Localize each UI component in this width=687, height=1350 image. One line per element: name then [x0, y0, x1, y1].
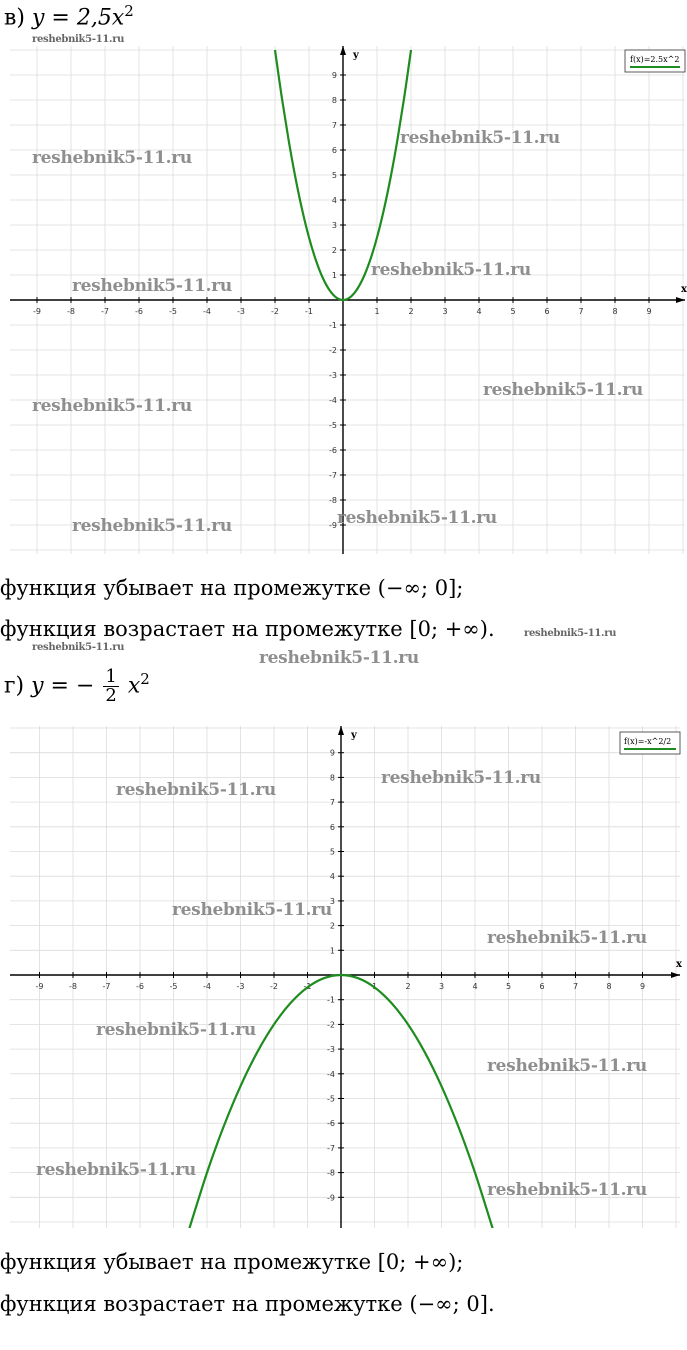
- y-tick-label: 5: [329, 847, 335, 857]
- x-tick-label: -7: [102, 982, 111, 991]
- graph-parabola-up: [0, 42, 687, 557]
- y-tick-label: -4: [329, 396, 337, 405]
- x-tick-label: -3: [236, 982, 245, 991]
- text-g-increasing: функция возрастает на промежутке (−∞; 0].: [0, 1292, 495, 1316]
- x-tick-label: 6: [539, 982, 545, 991]
- x-tick-label: -9: [35, 982, 44, 991]
- x-tick-label: -4: [203, 307, 211, 316]
- watermark: reshebnik5-11.ru: [337, 508, 497, 528]
- axes: [10, 726, 683, 1228]
- x-tick-label: 9: [639, 982, 646, 991]
- x-tick-label: 9: [646, 307, 652, 316]
- y-tick-label: -5: [329, 421, 337, 430]
- x-tick-label: 1: [371, 982, 378, 991]
- y-tick-label: 2: [331, 246, 337, 255]
- y-tick-label: -1: [329, 321, 337, 330]
- fraction-numerator: 1: [105, 666, 117, 687]
- y-tick-label: 7: [331, 121, 337, 130]
- legend-label: f(x)=-x^2/2: [624, 737, 672, 746]
- x-tick-label: 3: [438, 982, 445, 991]
- x-tick-label: 7: [578, 307, 584, 316]
- watermark: reshebnik5-11.ru: [32, 396, 192, 416]
- watermark: reshebnik5-11.ru: [96, 1020, 256, 1040]
- y-axis-arrow: [340, 46, 346, 55]
- y-tick-label: -7: [327, 1143, 335, 1153]
- watermark-small-g: reshebnik5-11.ru: [32, 642, 125, 653]
- y-tick-label: -2: [329, 346, 337, 355]
- y-tick-label: -9: [329, 521, 337, 530]
- problem-g-variable: x: [127, 673, 141, 699]
- watermark: reshebnik5-11.ru: [487, 1056, 647, 1076]
- x-tick-label: 4: [472, 982, 478, 991]
- x-tick-label: -1: [305, 307, 313, 316]
- x-tick-label: 7: [572, 982, 579, 991]
- problem-g-lhs: y: [31, 673, 44, 699]
- x-tick-label: -1: [303, 982, 312, 991]
- problem-v-exponent: 2: [124, 2, 134, 20]
- x-tick-label: -2: [271, 307, 279, 316]
- y-tick-label: -3: [329, 371, 337, 380]
- y-tick-label: 8: [331, 96, 337, 105]
- x-axis-label: x: [676, 959, 682, 970]
- grid-lines: [10, 726, 680, 1228]
- watermark: reshebnik5-11.ru: [72, 516, 232, 536]
- x-tick-label: -9: [33, 307, 41, 316]
- problem-g-exponent: 2: [140, 670, 150, 689]
- x-tick-label: -6: [135, 307, 143, 316]
- watermark: reshebnik5-11.ru: [259, 648, 419, 668]
- x-tick-label: 4: [476, 307, 482, 316]
- y-tick-label: -3: [327, 1045, 335, 1055]
- y-tick-label: -6: [329, 446, 337, 455]
- x-tick-label: -5: [169, 982, 178, 991]
- x-tick-label: 3: [442, 307, 448, 316]
- graph-parabola-down: [0, 722, 687, 1232]
- watermark: reshebnik5-11.ru: [483, 380, 643, 400]
- x-tick-label: -3: [237, 307, 245, 316]
- legend-label: f(x)=2.5x^2: [630, 55, 680, 64]
- fraction: [103, 668, 118, 705]
- y-tick-label: 7: [329, 798, 335, 808]
- problem-g-heading: [4, 668, 150, 705]
- y-tick-label: 4: [331, 196, 337, 205]
- x-axis-label: x: [681, 284, 687, 295]
- x-tick-label: 8: [606, 982, 612, 991]
- watermark: reshebnik5-11.ru: [72, 276, 232, 296]
- y-axis-arrow: [338, 726, 344, 735]
- x-tick-label: 5: [505, 982, 512, 991]
- legend: [625, 50, 685, 72]
- x-tick-label: -6: [136, 982, 144, 991]
- watermark: reshebnik5-11.ru: [487, 1180, 647, 1200]
- watermark-small-v: reshebnik5-11.ru: [32, 34, 125, 45]
- problem-g-eq: = −: [50, 673, 95, 699]
- x-tick-label: 6: [544, 307, 550, 316]
- y-tick-label: -5: [327, 1094, 335, 1104]
- y-tick-label: 9: [329, 748, 335, 758]
- x-tick-label: -8: [67, 307, 75, 316]
- x-tick-label: -4: [203, 982, 211, 991]
- y-tick-label: 3: [329, 896, 335, 906]
- problem-v-eq: =: [51, 5, 70, 31]
- watermark-small: reshebnik5-11.ru: [524, 628, 617, 639]
- y-tick-label: -8: [329, 496, 337, 505]
- x-axis-arrow: [676, 297, 685, 303]
- x-tick-label: 8: [612, 307, 618, 316]
- x-tick-label: -5: [169, 307, 177, 316]
- x-tick-label: -2: [270, 982, 278, 991]
- y-tick-label: 1: [329, 946, 335, 956]
- y-tick-label: 3: [331, 221, 337, 230]
- problem-v-lhs: y: [31, 5, 45, 31]
- watermark: reshebnik5-11.ru: [32, 148, 192, 168]
- y-tick-label: 1: [331, 271, 337, 280]
- problem-v-heading: [4, 2, 134, 30]
- text-v-decreasing: функция убывает на промежутке (−∞; 0];: [0, 576, 464, 600]
- axes: [10, 46, 687, 554]
- y-tick-label: 4: [329, 872, 335, 882]
- y-tick-label: -8: [327, 1168, 335, 1178]
- x-tick-label: 2: [408, 307, 414, 316]
- watermark: reshebnik5-11.ru: [36, 1160, 196, 1180]
- watermark: reshebnik5-11.ru: [381, 768, 541, 788]
- watermark: reshebnik5-11.ru: [400, 128, 560, 148]
- y-axis-label: y: [351, 730, 357, 741]
- x-tick-label: 1: [374, 307, 380, 316]
- x-axis-arrow: [671, 972, 680, 978]
- watermark: reshebnik5-11.ru: [172, 900, 332, 920]
- x-tick-label: -7: [101, 307, 109, 316]
- problem-g-label: г): [4, 673, 25, 699]
- y-tick-label: -7: [329, 471, 337, 480]
- x-tick-label: 5: [510, 307, 516, 316]
- y-tick-label: -4: [327, 1069, 335, 1079]
- text-g-decreasing: функция убывает на промежутке [0; +∞);: [0, 1250, 464, 1274]
- y-tick-label: 5: [331, 171, 337, 180]
- problem-v-rhs: 2,5x: [76, 5, 125, 31]
- watermark: reshebnik5-11.ru: [487, 928, 647, 948]
- watermark: reshebnik5-11.ru: [116, 780, 276, 800]
- y-tick-label: 6: [329, 822, 335, 832]
- watermark: reshebnik5-11.ru: [371, 260, 531, 280]
- y-axis-label: y: [353, 50, 359, 61]
- y-tick-label: -2: [327, 1020, 335, 1030]
- y-tick-label: -9: [327, 1193, 335, 1203]
- y-tick-label: -6: [327, 1119, 335, 1129]
- x-tick-label: -8: [69, 982, 77, 991]
- y-tick-label: 6: [331, 146, 337, 155]
- y-tick-label: -1: [327, 995, 335, 1005]
- y-tick-label: 2: [329, 921, 335, 931]
- text-v-increasing: функция возрастает на промежутке [0; +∞).: [0, 617, 495, 641]
- problem-v-label: в): [4, 5, 25, 31]
- legend: [620, 732, 680, 754]
- fraction-denominator: 2: [105, 685, 117, 706]
- y-tick-label: 9: [331, 71, 337, 80]
- x-tick-label: 2: [405, 982, 411, 991]
- y-tick-label: 8: [329, 773, 335, 783]
